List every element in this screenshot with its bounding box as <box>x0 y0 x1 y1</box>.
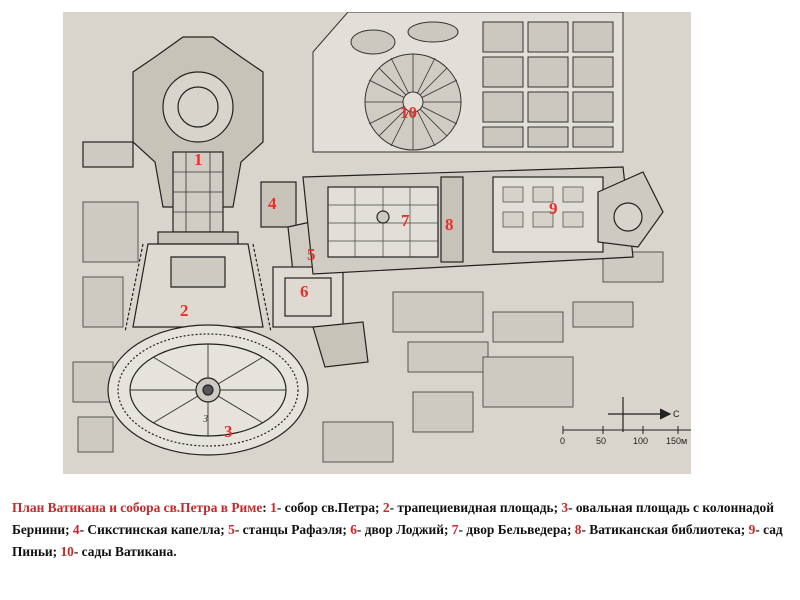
marker-7: 7 <box>401 211 410 230</box>
legend-text-8: - Ватиканская библиотека; <box>581 522 749 537</box>
scale-tick-100: 100 <box>633 436 649 446</box>
scale-tick-50: 50 <box>596 436 607 446</box>
legend-text-2: - трапециевидная площадь; <box>389 500 562 515</box>
oval-piazza <box>108 325 308 455</box>
legend-text-6: - двор Лоджий; <box>356 522 452 537</box>
legend-text-4: - Сикстинская капелла; <box>79 522 229 537</box>
marker-4: 4 <box>268 194 277 213</box>
scale-tick-0: 0 <box>560 436 566 446</box>
legend-text-7: - двор Бельведера; <box>458 522 575 537</box>
legend-num-6: 6 <box>350 522 357 537</box>
legend-num-4: 4 <box>72 522 80 537</box>
pigna-courtyard <box>493 172 663 252</box>
marker-1: 1 <box>194 150 203 169</box>
marker-10: 10 <box>400 103 417 122</box>
legend-num-5: 5 <box>228 522 235 537</box>
legend-num-10: 10 <box>60 544 74 559</box>
legend-text-10: - сады Ватикана. <box>73 544 177 559</box>
legend-text-1: - собор св.Петра; <box>276 500 383 515</box>
marker-3: 3 <box>224 422 233 441</box>
legend-num-1: 1 <box>270 500 277 515</box>
legend-num-9: 9 <box>748 522 756 537</box>
marker-2: 2 <box>180 301 189 320</box>
legend-num-3: 3 <box>561 500 569 515</box>
scale-tick-150: 150м <box>666 436 688 446</box>
legend-text-5: - станцы Рафаэля; <box>234 522 351 537</box>
caption-sep: : <box>262 500 267 515</box>
legend-num-2: 2 <box>382 500 390 515</box>
marker-6: 6 <box>300 282 309 301</box>
legend-text-9: - сад Пиньи; <box>12 522 783 559</box>
sistine-chapel <box>261 182 296 227</box>
marker-9: 9 <box>549 199 558 218</box>
plan-letter: З <box>203 414 208 425</box>
marker-5: 5 <box>307 245 316 264</box>
vatican-plan-map <box>63 12 691 474</box>
legend-text-3: - овальная площадь с колоннадой Бернини; <box>12 500 774 537</box>
marker-8: 8 <box>445 215 454 234</box>
legend-num-8: 8 <box>574 522 582 537</box>
caption-title: План Ватикана и собора св.Петра в Риме <box>12 500 263 515</box>
trapezoid-piazza <box>125 244 271 332</box>
legend-num-7: 7 <box>451 522 459 537</box>
map-caption <box>12 497 792 563</box>
vatican-gardens <box>313 12 623 152</box>
compass-letter: С <box>673 409 680 419</box>
